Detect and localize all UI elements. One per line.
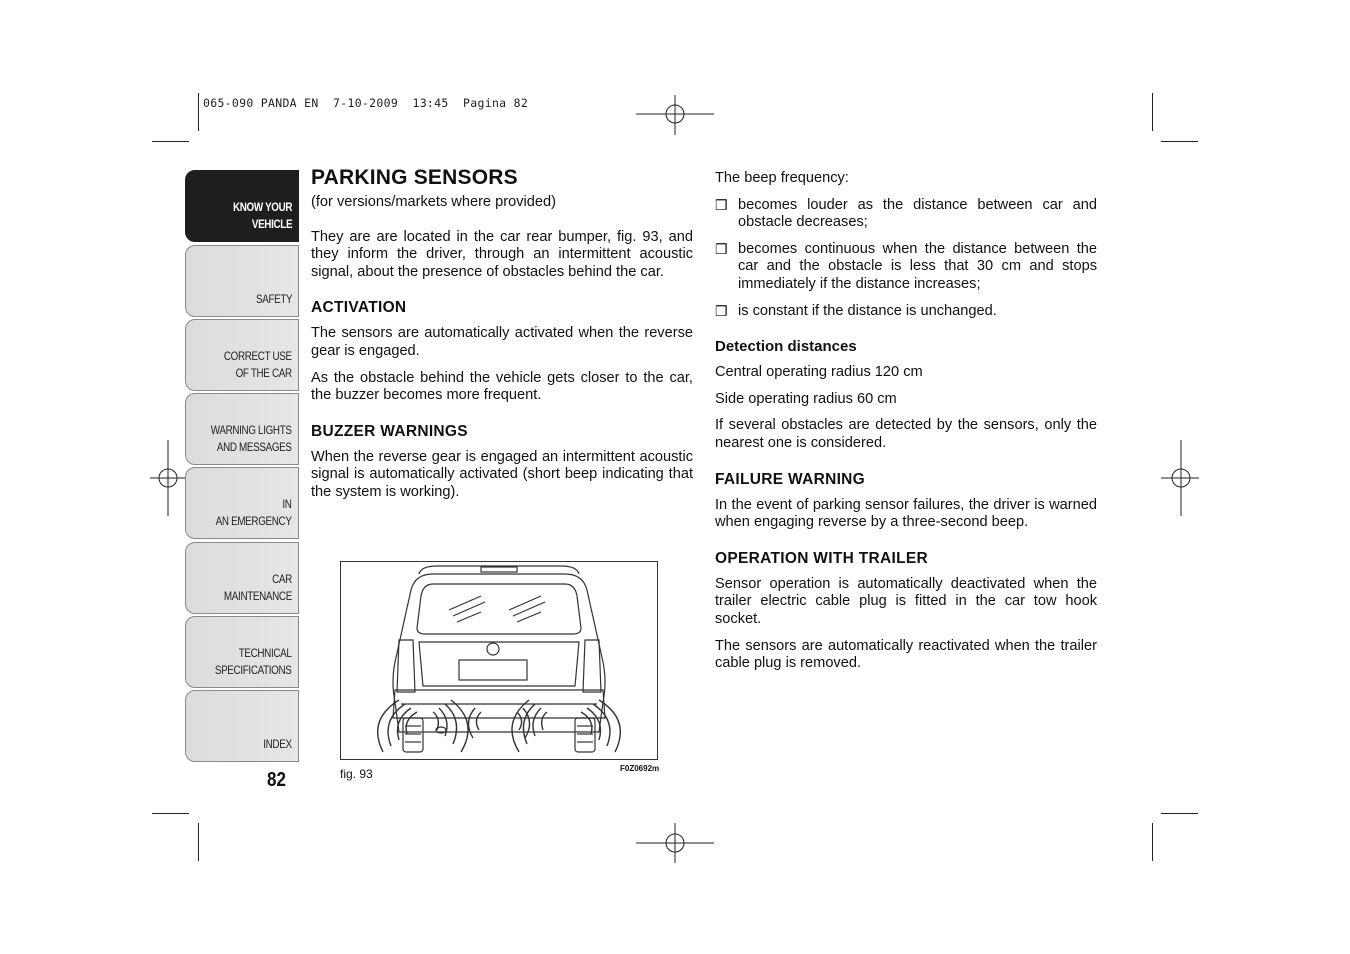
tab-label: TECHNICAL SPECIFICATIONS xyxy=(215,646,292,677)
checkbox-bullet-icon: ❒ xyxy=(715,196,728,213)
failure-heading: FAILURE WARNING xyxy=(715,470,866,488)
tab-index[interactable] xyxy=(185,690,299,762)
trailer-heading: OPERATION WITH TRAILER xyxy=(715,549,928,567)
figure-code: F0Z0692m xyxy=(620,764,660,773)
checkbox-bullet-icon: ❒ xyxy=(715,240,728,257)
detection-heading: Detection distances xyxy=(715,338,857,356)
buzzer-paragraph: When the reverse gear is engaged an intermittent acoustic signal is automatically activated (short beep indicating that the system is working). xyxy=(311,448,693,500)
list-item-text: is constant if the distance is unchanged. xyxy=(738,302,997,319)
crop-mark xyxy=(1152,823,1153,861)
intro-paragraph: They are are located in the car rear bumper, fig. 93, and they inform the driver, through an intermittent acoustic signal, about the presence of obstacles behind the car. xyxy=(311,228,693,280)
tab-label: CAR MAINTENANCE xyxy=(223,572,292,603)
figure-caption: fig. 93 xyxy=(340,767,373,781)
registration-mark xyxy=(636,95,714,135)
detection-side: Side operating radius 60 cm xyxy=(715,390,897,407)
beep-list xyxy=(715,197,1097,321)
print-header: 065-090 PANDA EN 7-10-2009 13:45 Pagina 82 xyxy=(203,96,529,110)
tab-label: KNOW YOUR VEHICLE xyxy=(232,200,292,231)
car-rear-illustration xyxy=(341,562,657,759)
activation-heading: ACTIVATION xyxy=(311,299,407,317)
list-item xyxy=(715,197,1097,232)
tab-know-your-vehicle[interactable] xyxy=(185,170,299,242)
tab-safety[interactable] xyxy=(185,245,299,317)
tab-label: SAFETY xyxy=(255,292,292,306)
subtitle: (for versions/markets where provided) xyxy=(311,194,556,210)
crop-mark xyxy=(198,93,199,131)
crop-mark xyxy=(1152,93,1153,131)
tab-label: WARNING LIGHTS AND MESSAGES xyxy=(211,423,292,454)
registration-mark xyxy=(1161,440,1199,516)
checkbox-bullet-icon: ❒ xyxy=(715,302,728,319)
trailer-paragraph: The sensors are automatically reactivated when the trailer cable plug is removed. xyxy=(715,637,1097,672)
page-title: PARKING SENSORS xyxy=(311,166,518,189)
right-column xyxy=(715,170,1097,682)
crop-mark xyxy=(198,823,199,861)
detection-central: Central operating radius 120 cm xyxy=(715,364,923,381)
registration-mark xyxy=(636,823,714,863)
registration-mark xyxy=(150,440,188,516)
tab-label: IN AN EMERGENCY xyxy=(216,497,292,528)
list-item xyxy=(715,241,1097,294)
crop-mark xyxy=(152,813,189,814)
activation-paragraph: As the obstacle behind the vehicle gets closer to the car, the buzzer becomes more frequent. xyxy=(311,369,693,404)
list-item xyxy=(715,303,1097,321)
left-column xyxy=(311,165,693,511)
trailer-paragraph: Sensor operation is automatically deactivated when the trailer electric cable plug is fitted in the car tow hook socket. xyxy=(715,575,1097,627)
tab-technical-specifications[interactable] xyxy=(185,616,299,688)
beep-intro: The beep frequency: xyxy=(715,170,849,186)
tab-label: INDEX xyxy=(263,737,292,751)
buzzer-heading: BUZZER WARNINGS xyxy=(311,422,468,440)
tab-car-maintenance[interactable] xyxy=(185,542,299,614)
figure-car-rear-sensors xyxy=(340,561,658,760)
crop-mark xyxy=(1161,141,1198,142)
failure-paragraph: In the event of parking sensor failures, the driver is warned when engaging reverse by a three-second beep. xyxy=(715,496,1097,531)
activation-paragraph: The sensors are automatically activated when the reverse gear is engaged. xyxy=(311,325,693,359)
page-number: 82 xyxy=(267,769,286,791)
list-item-text: becomes louder as the distance between car and obstacle decreases; xyxy=(738,196,1097,231)
detection-note: If several obstacles are detected by the sensors, only the nearest one is considered. xyxy=(715,417,1097,451)
tab-warning-lights[interactable] xyxy=(185,393,299,465)
list-item-text: becomes continuous when the distance between the car and the obstacle is less that 30 cm and stops immediately if the distance increases; xyxy=(738,240,1097,292)
tab-correct-use[interactable] xyxy=(185,319,299,391)
crop-mark xyxy=(1161,813,1198,814)
tab-label: CORRECT USE OF THE CAR xyxy=(224,349,292,380)
crop-mark xyxy=(152,141,189,142)
tab-in-an-emergency[interactable] xyxy=(185,467,299,539)
